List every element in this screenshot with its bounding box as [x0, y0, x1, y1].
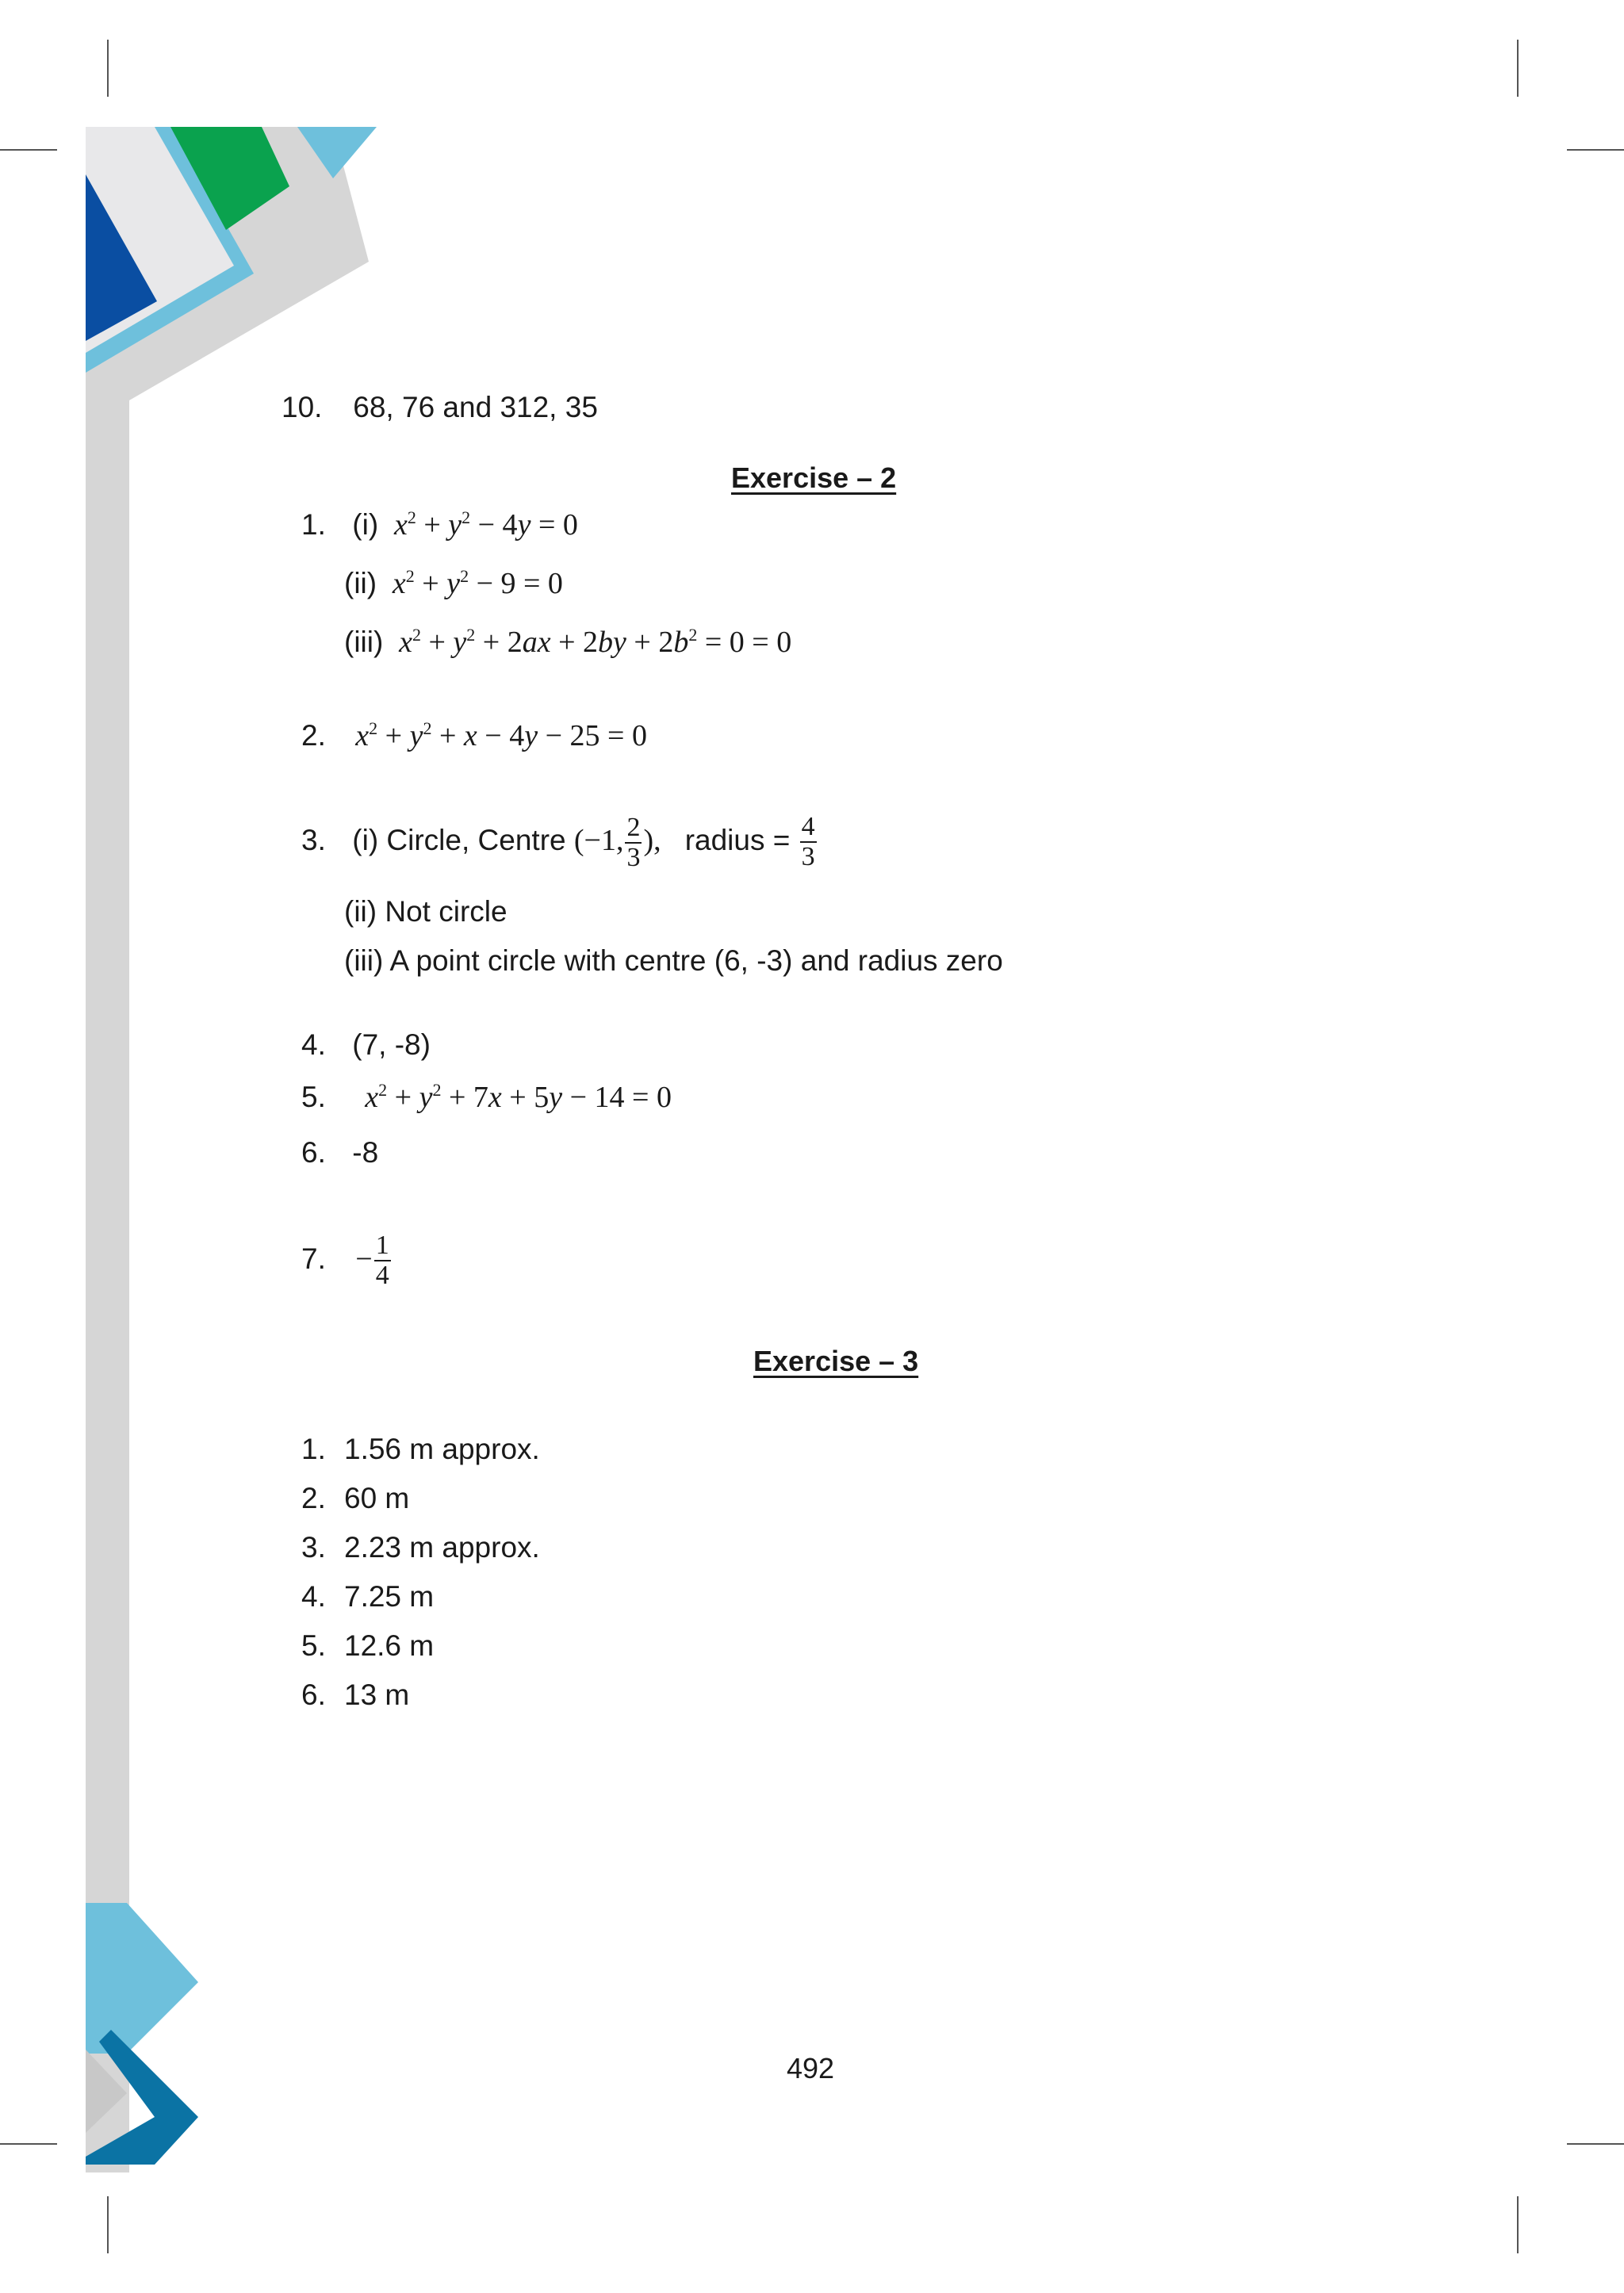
ex2-q4	[301, 1028, 431, 1062]
item-text: (7, -8)	[352, 1028, 431, 1061]
list-item	[301, 1579, 434, 1614]
item-text: 2.23 m approx.	[344, 1531, 540, 1564]
page-number: 492	[787, 2052, 835, 2084]
part-label: (i)	[352, 508, 379, 541]
equation: $x^2 + y^2 - 9 = 0$	[392, 566, 563, 600]
item-number: 4.	[301, 1028, 326, 1061]
answer-item-10	[282, 390, 598, 425]
equation: $x^2 + y^2 + 7x + 5y - 14 = 0$	[365, 1080, 672, 1114]
item-number: 7.	[301, 1242, 326, 1275]
list-item	[301, 1432, 540, 1467]
list-item	[301, 1629, 434, 1663]
bottom-light-blue-diamond	[86, 1903, 198, 2054]
numerator: 4	[801, 812, 815, 842]
item-number: 4.	[301, 1580, 326, 1613]
centre-suffix: ),	[643, 824, 661, 857]
exercise-2-heading: Exercise – 2	[731, 461, 897, 494]
denominator: 4	[375, 1261, 389, 1291]
item-number: 1.	[301, 508, 326, 541]
fraction	[625, 813, 642, 872]
item-text: 13 m	[344, 1679, 410, 1711]
left-gray-bar	[86, 127, 129, 2172]
item-number: 3.	[301, 824, 326, 856]
ex2-q1-iii	[344, 625, 791, 660]
equation: $x^2 + y^2 + 2ax + 2by + 2b^2 = 0 = 0$	[399, 625, 792, 659]
ex2-q5	[301, 1080, 672, 1115]
ex2-q2	[301, 718, 647, 753]
item-number: 6.	[301, 1679, 326, 1711]
exercise-3-heading: Exercise – 3	[753, 1345, 919, 1377]
item-number: 10.	[282, 391, 323, 423]
fraction	[374, 1231, 391, 1290]
denominator: 3	[801, 842, 815, 872]
numerator: 2	[626, 813, 641, 843]
item-number: 6.	[301, 1136, 326, 1169]
part-label: (ii)	[344, 567, 377, 599]
ex2-q3-i	[301, 801, 818, 880]
list-item	[301, 1530, 540, 1565]
ex2-q3-iii: (iii) A point circle with centre (6, -3) and radius zero	[344, 944, 1003, 977]
equation: $x^2 + y^2 - 4y = 0$	[393, 507, 578, 542]
item-number: 2.	[301, 1482, 326, 1514]
ex2-q6	[301, 1135, 378, 1170]
list-item	[301, 1678, 409, 1713]
item-number: 5.	[301, 1629, 326, 1662]
item-text: 60 m	[344, 1482, 410, 1514]
item-text: 1.56 m approx.	[344, 1433, 540, 1465]
part-label: (iii)	[344, 626, 384, 658]
ex2-q7	[301, 1219, 393, 1299]
centre-value	[573, 813, 668, 873]
list-item	[301, 1481, 409, 1516]
ex2-q3-ii: (ii) Not circle	[344, 895, 508, 928]
numerator: 1	[375, 1231, 389, 1261]
item-text: -8	[352, 1136, 379, 1169]
radius-label: radius =	[684, 824, 791, 856]
item-text: 7.25 m	[344, 1580, 435, 1613]
item-number: 3.	[301, 1531, 326, 1564]
item-number: 1.	[301, 1433, 326, 1465]
minus-sign: −	[355, 1242, 373, 1276]
denominator: 3	[626, 843, 641, 873]
ex2-q1-ii	[344, 566, 563, 601]
item-number: 5.	[301, 1081, 326, 1113]
radius-fraction	[800, 813, 817, 871]
item-text: 68, 76 and 312, 35	[353, 391, 598, 423]
part-label: (i) Circle, Centre	[352, 824, 566, 856]
equation: $x^2 + y^2 + x - 4y - 25 = 0$	[355, 718, 647, 752]
ex2-q1-i	[301, 507, 578, 542]
centre-prefix: (−1,	[573, 824, 624, 857]
item-number: 2.	[301, 719, 326, 752]
item-text: 12.6 m	[344, 1629, 435, 1662]
